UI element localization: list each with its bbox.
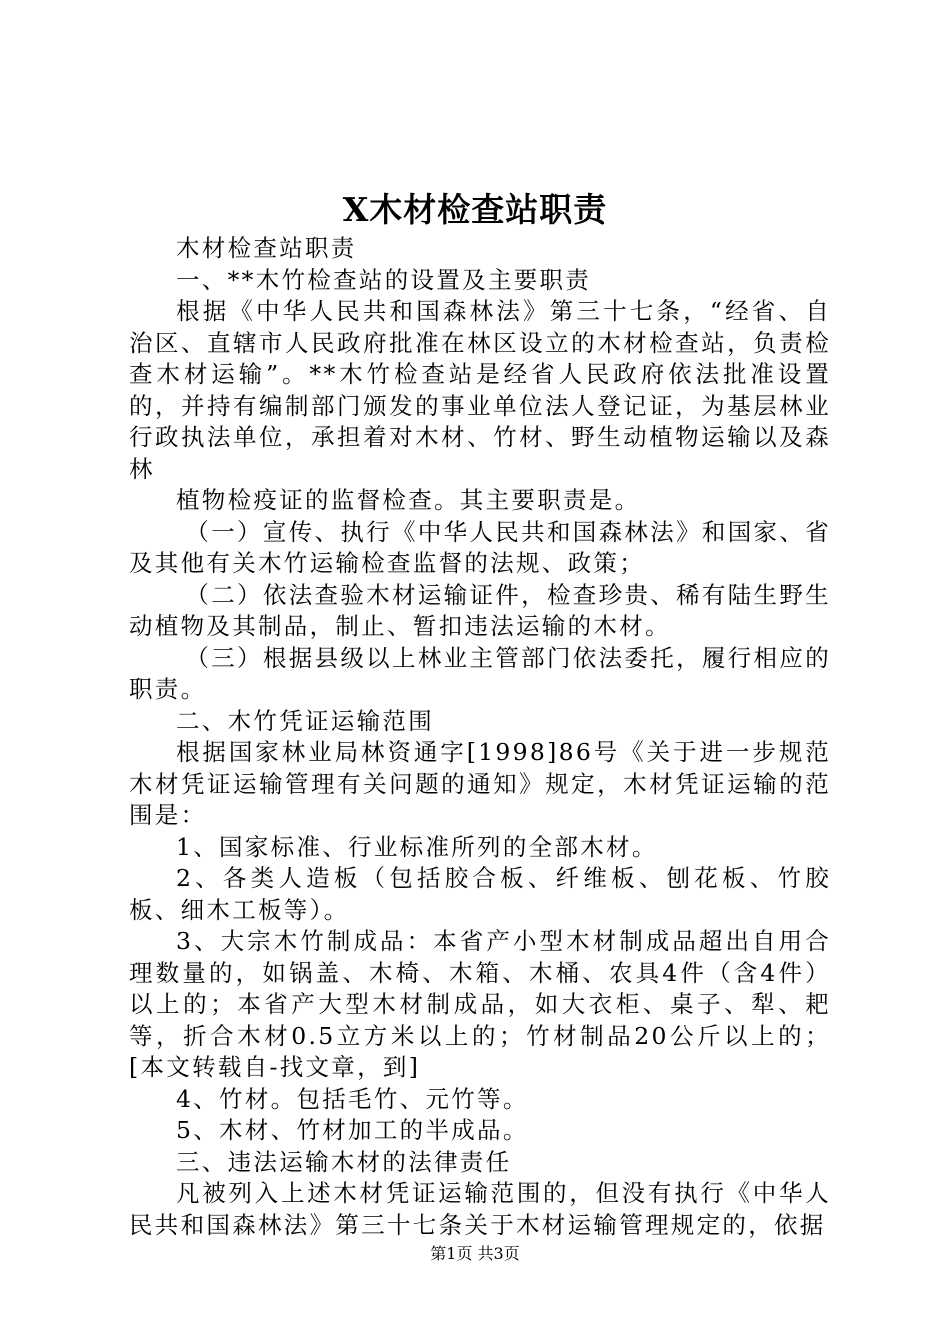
page-footer: 第1页 共3页 [430, 1244, 520, 1263]
paragraph: 根据《中华人民共和国森林法》第三十七条，“经省、自治区、直辖市人民政府批准在林区设立的木材检查站，负责检查木材运输”。**木竹检查站是经省人民政府依法批准设置的，并持有编制部门颁发的事业单位法人登记证，为基层林业行政执法单位，承担着对木材、竹材、野生动植物运输以及森林 [129, 297, 831, 483]
document-title: X木材检查站职责 [342, 190, 608, 229]
paragraph-subtitle: 木材检查站职责 [176, 234, 357, 262]
list-item: 1、国家标准、行业标准所列的全部木材。 [176, 832, 658, 861]
paragraph: 根据国家林业局林资通字[1998]86号《关于进一步规范木材凭证运输管理有关问题的通知》规定，木材凭证运输的范围是： [129, 738, 831, 829]
section-heading-2: 二、木竹凭证运输范围 [176, 706, 434, 735]
list-item: 2、各类人造板（包括胶合板、纤维板、刨花板、竹胶板、细木工板等）。 [129, 864, 831, 924]
paragraph: 凡被列入上述木材凭证运输范围的，但没有执行《中华人民共和国森林法》第三十七条关于木材运输管理规定的，依据 [129, 1179, 831, 1239]
list-item: 3、大宗木竹制成品：本省产小型木材制成品超出自用合理数量的，如锅盖、木椅、木箱、木桶、农具4件（含4件）以上的；本省产大型木材制成品，如大衣柜、桌子、犁、耙等，折合木材0.5立方米以上的；竹材制品20公斤以上的；[本文转载自-找文章，到] [129, 927, 831, 1081]
list-item: （二）依法查验木材运输证件，检查珍贵、稀有陆生野生动植物及其制品，制止、暂扣违法运输的木材。 [129, 580, 831, 640]
list-item: 5、木材、竹材加工的半成品。 [176, 1116, 529, 1144]
section-heading-1: 一、**木竹检查站的设置及主要职责 [176, 265, 592, 294]
paragraph: 植物检疫证的监督检查。其主要职责是。 [176, 486, 641, 514]
list-item: （三）根据县级以上林业主管部门依法委托，履行相应的职责。 [129, 643, 831, 703]
section-heading-3: 三、违法运输木材的法律责任 [176, 1147, 512, 1176]
document-body [129, 233, 831, 1241]
list-item: 4、竹材。包括毛竹、元竹等。 [176, 1084, 529, 1113]
list-item: （一）宣传、执行《中华人民共和国森林法》和国家、省及其他有关木竹运输检查监督的法规、政策； [129, 517, 831, 577]
